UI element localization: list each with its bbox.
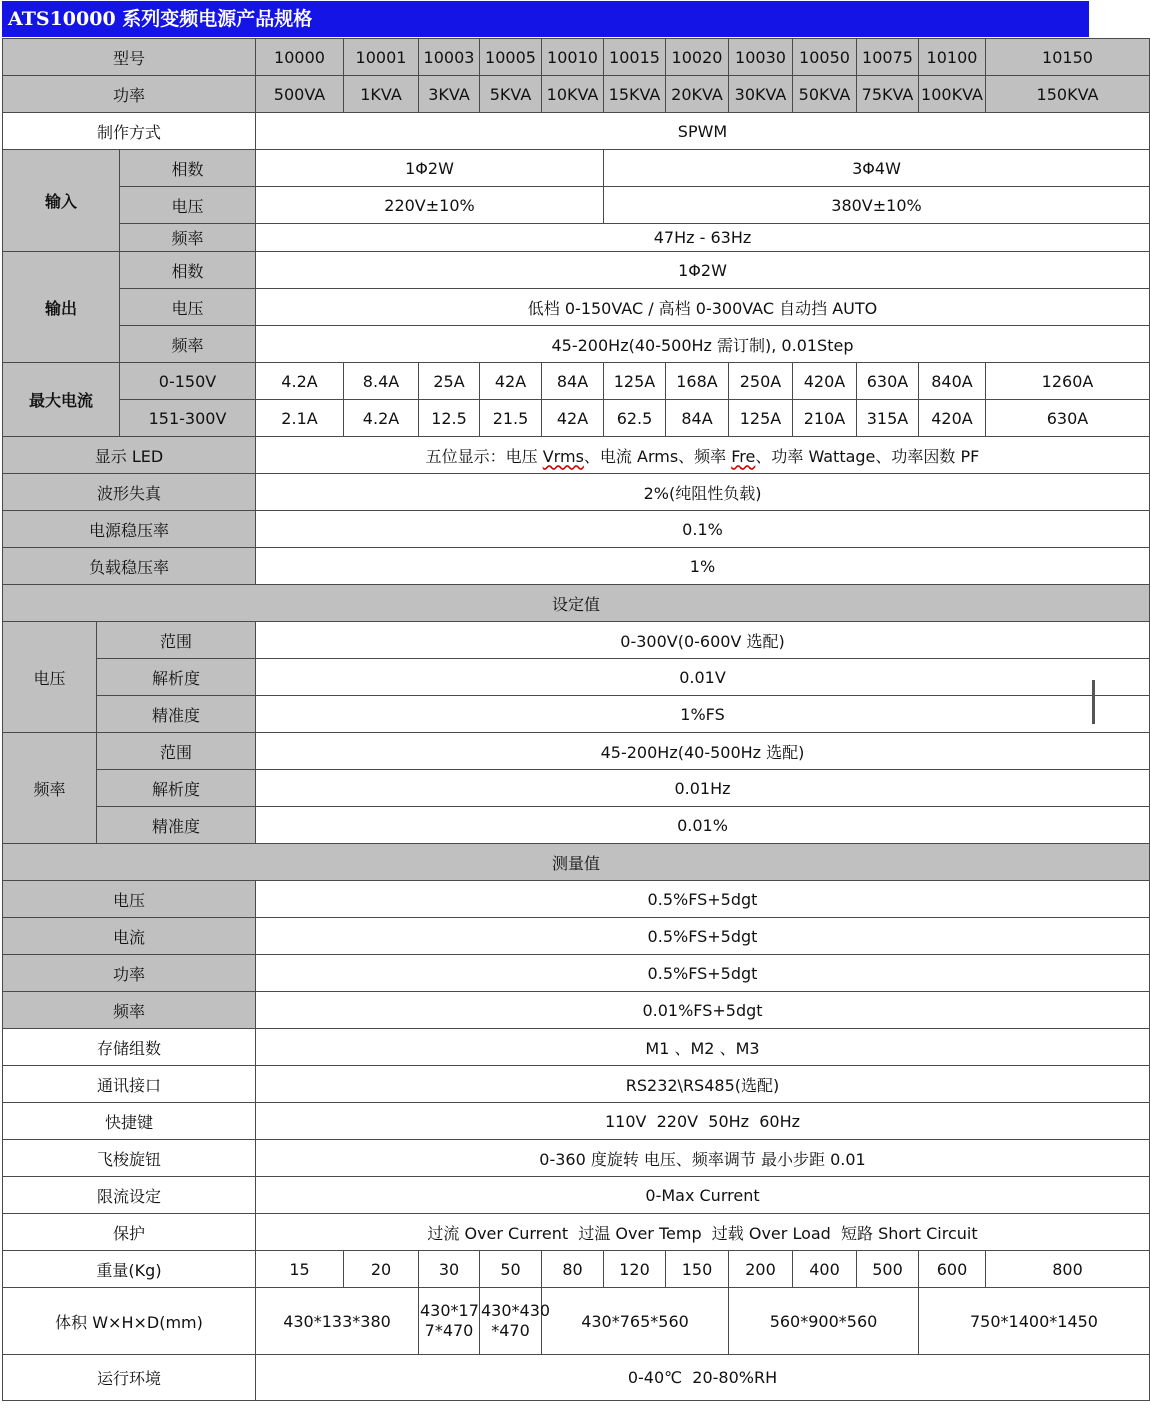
set-voltage-res-label: 解析度 [97,659,256,696]
output-freq-row [3,326,1150,363]
line-reg-value: 0.1% [256,511,1150,548]
current-cell: 4.2A [256,363,344,400]
comm-label: 通讯接口 [3,1066,256,1103]
max-current-high-row [3,400,1150,437]
measure-label: 电流 [3,918,256,955]
input-voltage-row [3,187,1150,224]
display-row [3,437,1150,474]
weight-row [3,1251,1150,1288]
output-phase-label: 相数 [120,252,256,289]
model-cell: 10030 [729,39,793,76]
display-mid: 、电流 Arms、频率 [583,446,732,466]
power-cell: 5KVA [480,76,542,113]
scroll-edge-marker [1092,680,1095,724]
protection-row [3,1214,1150,1251]
comm-row [3,1066,1150,1103]
spec-table [2,38,1150,1401]
model-cell: 10020 [666,39,729,76]
model-cell: 10015 [604,39,666,76]
volume-e: 560*900*560 [729,1288,919,1355]
display-vrms: Vrms [542,446,584,466]
model-cell: 10075 [857,39,919,76]
weight-cell: 500 [857,1251,919,1288]
set-voltage-range-label: 范围 [97,622,256,659]
input-voltage-single: 220V±10% [256,187,604,224]
display-suffix: 、功率 Wattage、功率因数 PF [755,446,980,466]
volume-b [419,1288,480,1355]
input-phase-label: 相数 [120,150,256,187]
weight-cell: 120 [604,1251,666,1288]
set-freq-acc-label: 精准度 [97,807,256,844]
weight-cell: 200 [729,1251,793,1288]
current-cell: 420A [919,400,986,437]
input-label: 输入 [3,150,120,252]
memory-label: 存储组数 [3,1029,256,1066]
set-freq-range-label: 范围 [97,733,256,770]
power-cell: 3KVA [419,76,480,113]
model-cell: 10150 [986,39,1150,76]
volume-a: 430*133*380 [256,1288,419,1355]
current-cell: 168A [666,363,729,400]
settings-heading-row [3,585,1150,622]
set-voltage-res: 0.01V [256,659,1150,696]
volume-label: 体积 W×H×D(mm) [3,1288,256,1355]
power-cell: 20KVA [666,76,729,113]
power-cell: 10KVA [542,76,604,113]
method-row [3,113,1150,150]
weight-label: 重量(Kg) [3,1251,256,1288]
display-label: 显示 LED [3,437,256,474]
current-cell: 1260A [986,363,1150,400]
output-freq-value: 45-200Hz(40-500Hz 需订制), 0.01Step [256,326,1150,363]
input-phase-single: 1Φ2W [256,150,604,187]
output-phase-value: 1Φ2W [256,252,1150,289]
volume-row [3,1288,1150,1355]
volume-c [480,1288,551,1355]
input-voltage-three: 380V±10% [604,187,1150,224]
weight-cell: 150 [666,1251,729,1288]
measure-value: 0.5%FS+5dgt [256,881,1150,918]
current-cell: 4.2A [344,400,419,437]
set-freq-res: 0.01Hz [256,770,1150,807]
model-cell: 10050 [793,39,857,76]
current-cell: 84A [542,363,604,400]
current-limit-row [3,1177,1150,1214]
memory-row [3,1029,1150,1066]
current-cell: 315A [857,400,919,437]
line-reg-label: 电源稳压率 [3,511,256,548]
set-voltage-label: 电压 [3,622,97,733]
low-range-label: 0-150V [120,363,256,400]
set-freq-res-label: 解析度 [97,770,256,807]
power-row [3,76,1150,113]
method-label: 制作方式 [3,113,256,150]
distortion-label: 波形失真 [3,474,256,511]
measure-label: 频率 [3,992,256,1029]
model-row [3,39,1150,76]
power-cell: 1KVA [344,76,419,113]
input-voltage-label: 电压 [120,187,256,224]
volume-f: 750*1400*1450 [919,1288,1150,1355]
current-limit-value: 0-Max Current [256,1177,1150,1214]
measure-row [3,955,1150,992]
model-cell: 10001 [344,39,419,76]
load-reg-row [3,548,1150,585]
weight-cell: 15 [256,1251,344,1288]
distortion-row [3,474,1150,511]
current-cell: 630A [986,400,1150,437]
model-label: 型号 [3,39,256,76]
measure-value: 0.5%FS+5dgt [256,955,1150,992]
measure-heading-row [3,844,1150,881]
current-cell: 84A [666,400,729,437]
set-freq-label: 频率 [3,733,97,844]
weight-cell: 400 [793,1251,857,1288]
volume-b-line2: 7*470 [424,1321,474,1340]
model-cell: 10003 [419,39,480,76]
set-voltage-range: 0-300V(0-600V 选配) [256,622,1150,659]
measure-value: 0.01%FS+5dgt [256,992,1150,1029]
volume-d: 430*765*560 [542,1288,729,1355]
current-cell: 21.5 [480,400,542,437]
set-voltage-acc-row [3,696,1150,733]
max-current-label: 最大电流 [3,363,120,437]
current-cell: 62.5 [604,400,666,437]
settings-heading: 设定值 [3,585,1150,622]
current-cell: 12.5 [419,400,480,437]
set-freq-res-row [3,770,1150,807]
output-voltage-row [3,289,1150,326]
knob-row [3,1140,1150,1177]
current-cell: 2.1A [256,400,344,437]
page-title: ATS10000 系列变频电源产品规格 [2,1,1089,37]
measure-value: 0.5%FS+5dgt [256,918,1150,955]
display-value [256,437,1150,474]
current-cell: 42A [542,400,604,437]
power-cell: 150KVA [986,76,1150,113]
set-voltage-range-row [3,622,1150,659]
load-reg-label: 负载稳压率 [3,548,256,585]
memory-value: M1 、M2 、M3 [256,1029,1150,1066]
distortion-value: 2%(纯阻性负载) [256,474,1150,511]
current-cell: 630A [857,363,919,400]
knob-value: 0-360 度旋转 电压、频率调节 最小步距 0.01 [256,1140,1150,1177]
output-phase-row [3,252,1150,289]
set-voltage-acc: 1%FS [256,696,1150,733]
weight-cell: 800 [986,1251,1150,1288]
set-voltage-res-row [3,659,1150,696]
set-freq-acc-row [3,807,1150,844]
current-cell: 125A [729,400,793,437]
current-cell: 840A [919,363,986,400]
current-cell: 420A [793,363,857,400]
set-freq-acc: 0.01% [256,807,1150,844]
environment-row [3,1355,1150,1401]
volume-b-line1: 430*17 [420,1301,479,1320]
environment-label: 运行环境 [3,1355,256,1401]
model-cell: 10005 [480,39,542,76]
power-cell: 75KVA [857,76,919,113]
current-cell: 42A [480,363,542,400]
weight-cell: 30 [419,1251,480,1288]
load-reg-value: 1% [256,548,1150,585]
current-limit-label: 限流设定 [3,1177,256,1214]
current-cell: 250A [729,363,793,400]
protection-label: 保护 [3,1214,256,1251]
hotkeys-value: 110V 220V 50Hz 60Hz [256,1103,1150,1140]
measure-heading: 测量值 [3,844,1150,881]
power-cell: 500VA [256,76,344,113]
volume-c-line2: *470 [491,1321,530,1340]
model-cell: 10000 [256,39,344,76]
measure-row [3,992,1150,1029]
comm-value: RS232\RS485(选配) [256,1066,1150,1103]
hotkeys-row [3,1103,1150,1140]
power-cell: 30KVA [729,76,793,113]
high-range-label: 151-300V [120,400,256,437]
volume-c-line1: 430*430 [481,1301,551,1320]
protection-value: 过流 Over Current 过温 Over Temp 过载 Over Load 短路 Short Circuit [256,1214,1150,1251]
measure-label: 电压 [3,881,256,918]
output-voltage-label: 电压 [120,289,256,326]
input-freq-label: 频率 [120,224,256,252]
model-cell: 10100 [919,39,986,76]
measure-label: 功率 [3,955,256,992]
current-cell: 25A [419,363,480,400]
display-fre: Fre [731,446,756,466]
output-label: 输出 [3,252,120,363]
input-freq-row [3,224,1150,252]
method-value: SPWM [256,113,1150,150]
weight-cell: 20 [344,1251,419,1288]
set-freq-range: 45-200Hz(40-500Hz 选配) [256,733,1150,770]
hotkeys-label: 快捷键 [3,1103,256,1140]
output-voltage-value: 低档 0-150VAC / 高档 0-300VAC 自动挡 AUTO [256,289,1150,326]
power-cell: 100KVA [919,76,986,113]
set-voltage-acc-label: 精准度 [97,696,256,733]
input-phase-three: 3Φ4W [604,150,1150,187]
power-cell: 50KVA [793,76,857,113]
current-cell: 210A [793,400,857,437]
max-current-low-row [3,363,1150,400]
input-freq-value: 47Hz - 63Hz [256,224,1150,252]
output-freq-label: 频率 [120,326,256,363]
power-cell: 15KVA [604,76,666,113]
model-cell: 10010 [542,39,604,76]
weight-cell: 50 [480,1251,542,1288]
weight-cell: 600 [919,1251,986,1288]
line-reg-row [3,511,1150,548]
environment-value: 0-40℃ 20-80%RH [256,1355,1150,1401]
measure-row [3,918,1150,955]
knob-label: 飞梭旋钮 [3,1140,256,1177]
current-cell: 125A [604,363,666,400]
input-phase-row [3,150,1150,187]
display-prefix: 五位显示：电压 [425,446,543,466]
current-cell: 8.4A [344,363,419,400]
measure-row [3,881,1150,918]
set-freq-range-row [3,733,1150,770]
weight-cell: 80 [542,1251,604,1288]
power-label: 功率 [3,76,256,113]
